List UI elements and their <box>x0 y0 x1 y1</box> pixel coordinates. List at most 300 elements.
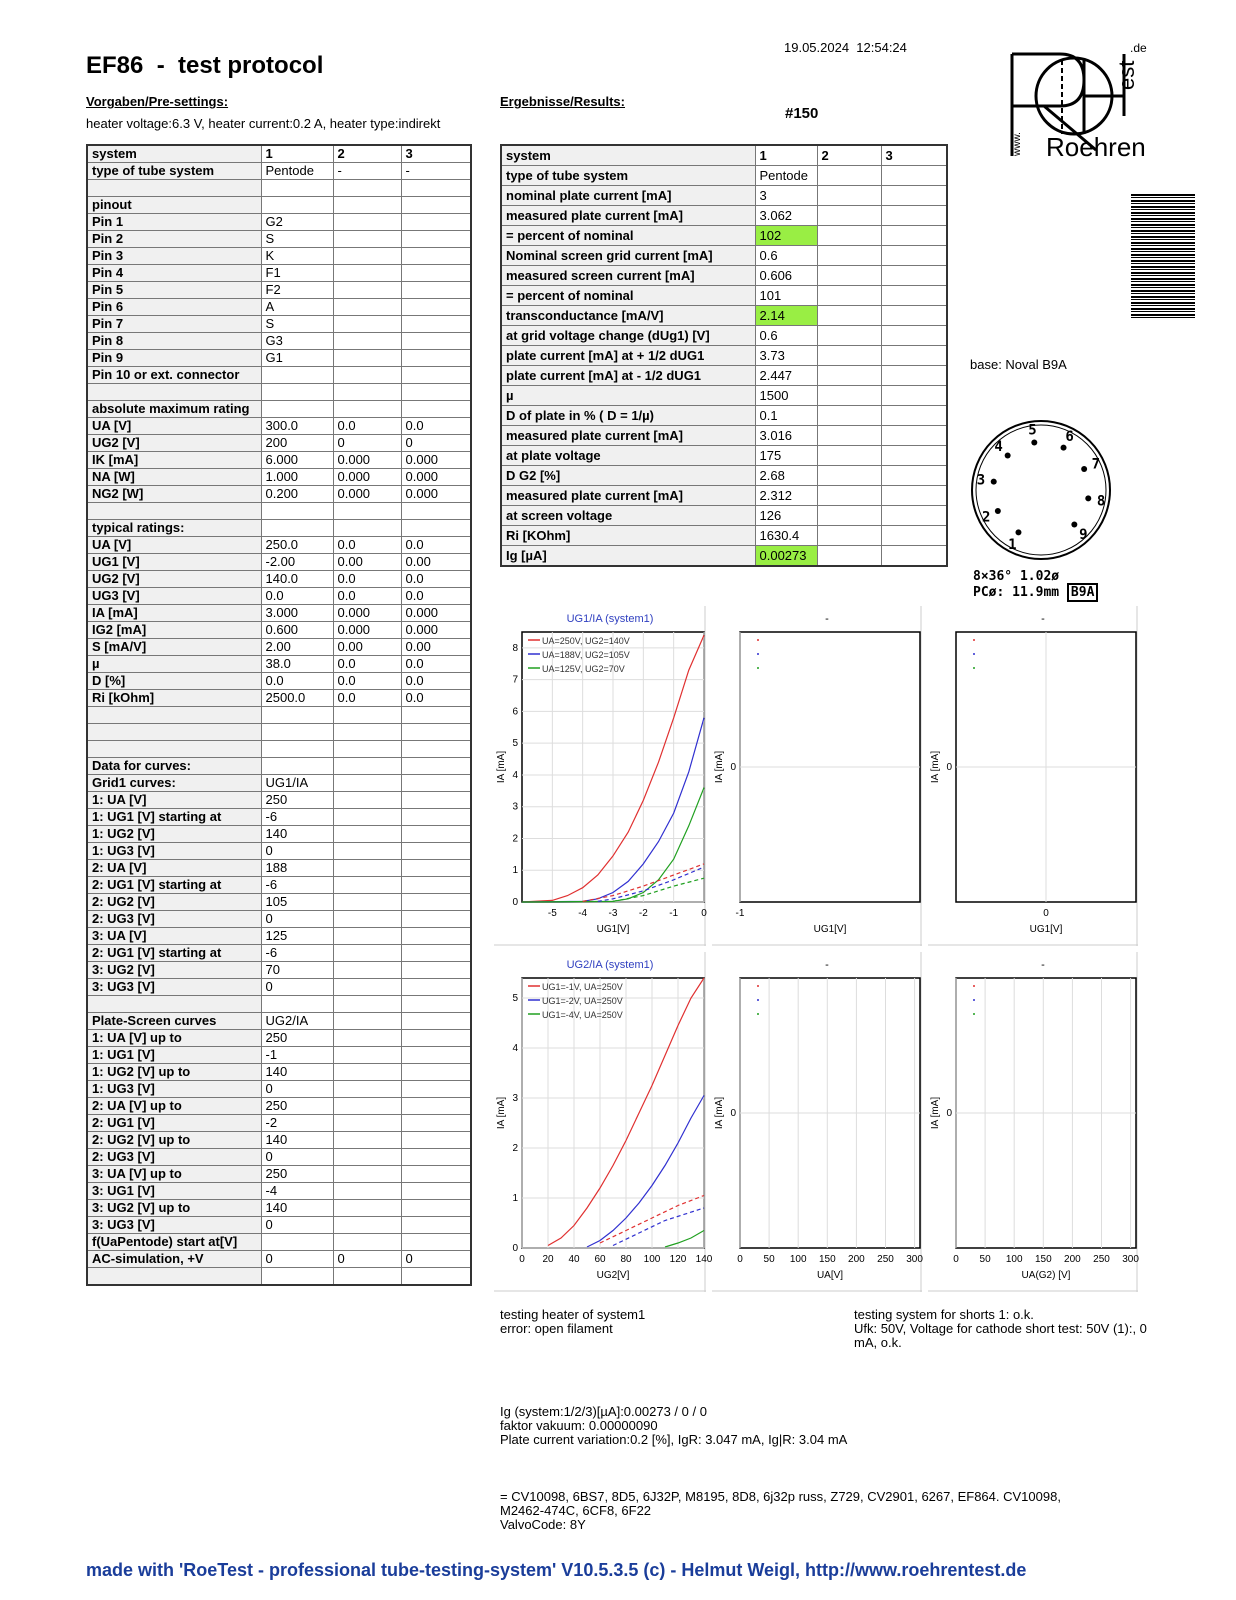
socket-badge: B9A <box>1067 583 1098 602</box>
cell-value <box>817 366 881 386</box>
cell-value: 0.0 <box>333 588 401 605</box>
cell-value <box>881 206 947 226</box>
cell-value: 0.0 <box>333 656 401 673</box>
cell-value <box>817 526 881 546</box>
cell-value: 0.0 <box>333 418 401 435</box>
table-row <box>87 1132 471 1149</box>
y-tick-label: 4 <box>512 1043 518 1054</box>
cell-value <box>401 1081 471 1098</box>
table-row <box>87 384 471 401</box>
socket-spec <box>973 569 1098 601</box>
cell-value: 2 <box>333 145 401 163</box>
row-label: 1: UG1 [V] <box>87 1047 261 1064</box>
x-tick-label: 20 <box>542 1254 554 1265</box>
x-tick-label: 60 <box>594 1254 606 1265</box>
socket-pin-label: 8 <box>1096 493 1106 510</box>
row-label: 2: UG1 [V] <box>87 1115 261 1132</box>
cell-value <box>261 996 333 1013</box>
table-row <box>87 1098 471 1115</box>
x-tick-label: 0 <box>1043 908 1049 919</box>
x-tick-label: 0 <box>953 1254 959 1265</box>
cell-value: 140 <box>261 1064 333 1081</box>
x-axis-label: UA(G2) [V] <box>1021 1270 1071 1281</box>
row-label: Ri [kOhm] <box>87 690 261 707</box>
cell-value <box>401 1217 471 1234</box>
barcode <box>1131 194 1195 318</box>
row-label: 1: UG1 [V] starting at <box>87 809 261 826</box>
logo-de: .de <box>1130 41 1147 55</box>
x-tick-label: 250 <box>1093 1254 1110 1265</box>
cell-value: 2 <box>817 145 881 166</box>
cell-value <box>401 809 471 826</box>
cell-value <box>817 226 881 246</box>
y-axis-label: IA [mA] <box>930 1096 941 1130</box>
row-label <box>87 741 261 758</box>
x-tick-label: 300 <box>1122 1254 1139 1265</box>
cell-value <box>261 1268 333 1286</box>
cell-value <box>817 486 881 506</box>
table-row <box>87 350 471 367</box>
table-row <box>87 809 471 826</box>
cell-value: 0.0 <box>333 571 401 588</box>
table-row <box>87 367 471 384</box>
row-label: 2: UA [V] up to <box>87 1098 261 1115</box>
cell-value <box>401 214 471 231</box>
logo-roehren: Roehren <box>1046 132 1146 162</box>
cell-value: - <box>333 163 401 180</box>
chart-title: - <box>825 613 829 625</box>
cell-value <box>881 446 947 466</box>
row-label: typical ratings: <box>87 520 261 537</box>
y-tick-label: 0 <box>730 762 736 773</box>
row-label: Pin 4 <box>87 265 261 282</box>
cell-value <box>881 426 947 446</box>
cell-value: 125 <box>261 928 333 945</box>
cell-value: 0.606 <box>755 266 817 286</box>
cell-value: 70 <box>261 962 333 979</box>
x-axis-label: UG1[V] <box>596 924 630 935</box>
cell-value <box>333 911 401 928</box>
y-tick-label: 5 <box>512 993 518 1004</box>
cell-value <box>401 775 471 792</box>
cell-value: - <box>401 163 471 180</box>
chart-ug1-ia-system3 <box>928 606 1138 946</box>
y-axis-label: IA [mA] <box>930 750 941 784</box>
row-label <box>87 707 261 724</box>
cell-value: 105 <box>261 894 333 911</box>
row-label: = percent of nominal <box>501 286 755 306</box>
table-row <box>501 346 947 366</box>
y-axis-label: IA [mA] <box>496 1096 507 1130</box>
table-row <box>501 446 947 466</box>
cell-value <box>333 1217 401 1234</box>
table-row <box>501 266 947 286</box>
row-label: = percent of nominal <box>501 226 755 246</box>
cell-value <box>333 877 401 894</box>
cell-value <box>401 911 471 928</box>
row-label: 3: UA [V] <box>87 928 261 945</box>
table-row <box>501 186 947 206</box>
cell-value <box>333 1183 401 1200</box>
x-tick-label: 50 <box>979 1254 991 1265</box>
cell-value: 0.000 <box>401 452 471 469</box>
cell-value: S <box>261 316 333 333</box>
cell-value <box>401 299 471 316</box>
x-tick-label: 50 <box>763 1254 775 1265</box>
socket-pin <box>1085 495 1091 501</box>
chart-ug1-ia-system2 <box>712 606 922 946</box>
y-tick-label: 3 <box>512 1093 518 1104</box>
table-row <box>501 486 947 506</box>
legend-dot <box>973 1013 975 1015</box>
table-row <box>87 1200 471 1217</box>
table-row <box>501 546 947 567</box>
row-label: pinout <box>87 197 261 214</box>
cell-value: 0 <box>401 435 471 452</box>
row-label: at screen voltage <box>501 506 755 526</box>
cell-value: 3 <box>401 145 471 163</box>
row-label: Pin 2 <box>87 231 261 248</box>
cell-value <box>261 1234 333 1251</box>
cell-value: 2.447 <box>755 366 817 386</box>
cell-value: 0.0 <box>401 588 471 605</box>
cell-value <box>401 1132 471 1149</box>
cell-value <box>333 1064 401 1081</box>
row-label: UA [V] <box>87 537 261 554</box>
cell-value <box>881 226 947 246</box>
series-line <box>598 867 704 901</box>
y-axis-label: IA [mA] <box>496 750 507 784</box>
cell-value <box>333 1013 401 1030</box>
cell-value <box>881 326 947 346</box>
cell-value <box>261 180 333 197</box>
table-row <box>87 554 471 571</box>
socket-pin-label: 3 <box>976 472 986 489</box>
cell-value <box>401 741 471 758</box>
row-label: at plate voltage <box>501 446 755 466</box>
socket-pin <box>1005 452 1011 458</box>
row-label: plate current [mA] at + 1/2 dUG1 <box>501 346 755 366</box>
cell-value <box>881 506 947 526</box>
cell-value <box>881 286 947 306</box>
row-label: transconductance [mA/V] <box>501 306 755 326</box>
y-tick-label: 0 <box>946 1108 952 1119</box>
cell-value <box>817 426 881 446</box>
series-line <box>613 1208 704 1246</box>
table-row <box>501 386 947 406</box>
y-tick-label: 0 <box>730 1108 736 1119</box>
cell-value: 0.0 <box>333 690 401 707</box>
socket-pin-label: 5 <box>1028 422 1037 439</box>
y-tick-label: 2 <box>512 1143 518 1154</box>
cell-value: 0 <box>261 1217 333 1234</box>
cell-value <box>817 506 881 526</box>
x-tick-label: 0 <box>519 1254 525 1265</box>
row-label: D of plate in % ( D = 1/µ) <box>501 406 755 426</box>
cell-value: G2 <box>261 214 333 231</box>
row-label <box>87 724 261 741</box>
table-row <box>501 166 947 186</box>
cell-value <box>881 486 947 506</box>
socket-pin-label: 1 <box>1008 536 1017 553</box>
row-label: IG2 [mA] <box>87 622 261 639</box>
cell-value <box>333 316 401 333</box>
cell-value: UG2/IA <box>261 1013 333 1030</box>
table-row <box>87 282 471 299</box>
table-row <box>87 758 471 775</box>
table-row <box>87 639 471 656</box>
row-label: Ig [µA] <box>501 546 755 567</box>
cell-value <box>333 1115 401 1132</box>
x-tick-label: 250 <box>877 1254 894 1265</box>
row-label: plate current [mA] at - 1/2 dUG1 <box>501 366 755 386</box>
cell-value <box>817 246 881 266</box>
table-row <box>501 466 947 486</box>
cell-value: 0 <box>261 1081 333 1098</box>
cell-value <box>333 1030 401 1047</box>
row-label: AC-simulation, +V <box>87 1251 261 1268</box>
cell-value: -1 <box>261 1047 333 1064</box>
table-row <box>87 945 471 962</box>
y-tick-label: 3 <box>512 801 518 813</box>
legend-entry: UA=125V, UG2=70V <box>542 664 625 674</box>
cell-value: 188 <box>261 860 333 877</box>
cell-value <box>401 197 471 214</box>
socket-pin-label: 6 <box>1065 429 1074 446</box>
x-tick-label: 150 <box>1034 1254 1052 1265</box>
cell-value: 0 <box>261 979 333 996</box>
row-label: measured plate current [mA] <box>501 426 755 446</box>
cell-value <box>817 206 881 226</box>
row-label: S [mA/V] <box>87 639 261 656</box>
cell-value: A <box>261 299 333 316</box>
socket-pin-label: 4 <box>994 439 1003 456</box>
cell-value: 0 <box>333 435 401 452</box>
cell-value: 0.000 <box>401 622 471 639</box>
table-row <box>87 1166 471 1183</box>
series-line <box>613 878 704 901</box>
row-label: Pin 3 <box>87 248 261 265</box>
legend-entry: UA=188V, UG2=105V <box>542 650 630 660</box>
cell-value <box>881 346 947 366</box>
x-tick-label: 100 <box>643 1254 661 1265</box>
cell-value <box>401 843 471 860</box>
cell-value <box>333 809 401 826</box>
row-label: f(UaPentode) start at[V] <box>87 1234 261 1251</box>
cell-value <box>817 386 881 406</box>
row-label: absolute maximum rating <box>87 401 261 418</box>
table-row <box>87 1234 471 1251</box>
table-row <box>87 333 471 350</box>
x-tick-label: -2 <box>638 908 648 919</box>
cell-value: F1 <box>261 265 333 282</box>
table-row <box>87 1030 471 1047</box>
x-axis-label: UA[V] <box>816 1270 844 1281</box>
x-axis-label: UG2[V] <box>596 1270 630 1281</box>
cell-value <box>817 186 881 206</box>
row-label: Pin 6 <box>87 299 261 316</box>
table-row <box>87 1064 471 1081</box>
row-label: 3: UG2 [V] up to <box>87 1200 261 1217</box>
series-line <box>665 1231 704 1248</box>
cell-value: -6 <box>261 945 333 962</box>
table-row <box>87 214 471 231</box>
table-row <box>87 180 471 197</box>
cell-value: -4 <box>261 1183 333 1200</box>
cell-value <box>333 197 401 214</box>
row-label: UG2 [V] <box>87 435 261 452</box>
row-label: 2: UG2 [V] up to <box>87 1132 261 1149</box>
cell-value: 2.14 <box>755 306 817 326</box>
cell-value <box>401 1234 471 1251</box>
row-label <box>87 384 261 401</box>
legend-dot <box>757 1013 759 1015</box>
row-label: 1: UG2 [V] up to <box>87 1064 261 1081</box>
cell-value <box>401 401 471 418</box>
row-label: at grid voltage change (dUg1) [V] <box>501 326 755 346</box>
row-label: Data for curves: <box>87 758 261 775</box>
chart-title: - <box>1041 959 1045 971</box>
cell-value: 3.000 <box>261 605 333 622</box>
table-row <box>87 145 471 163</box>
legend-dot <box>973 985 975 987</box>
cell-value <box>261 741 333 758</box>
table-row <box>87 673 471 690</box>
cell-value: 0 <box>401 1251 471 1268</box>
cell-value <box>333 945 401 962</box>
table-row <box>87 1217 471 1234</box>
cell-value: 300.0 <box>261 418 333 435</box>
cell-value <box>881 386 947 406</box>
cell-value <box>333 401 401 418</box>
cell-value <box>261 367 333 384</box>
x-tick-label: -1 <box>669 908 679 919</box>
x-tick-label: 120 <box>669 1254 687 1265</box>
x-tick-label: 100 <box>789 1254 807 1265</box>
chart-title: - <box>825 959 829 971</box>
y-tick-label: 5 <box>512 738 518 750</box>
cell-value <box>881 266 947 286</box>
results-table <box>500 144 948 567</box>
row-label: 2: UG3 [V] <box>87 1149 261 1166</box>
legend-dot <box>757 639 759 641</box>
cell-value: 0.000 <box>401 469 471 486</box>
x-tick-label: 140 <box>695 1254 713 1265</box>
row-label: 1: UG3 [V] <box>87 1081 261 1098</box>
cell-value: 0.0 <box>261 673 333 690</box>
cell-value <box>401 231 471 248</box>
cell-value: -2 <box>261 1115 333 1132</box>
row-label: NA [W] <box>87 469 261 486</box>
row-label: nominal plate current [mA] <box>501 186 755 206</box>
socket-pin-label: 2 <box>981 509 991 526</box>
row-label: 2: UG1 [V] starting at <box>87 945 261 962</box>
table-row <box>87 401 471 418</box>
cell-value <box>401 265 471 282</box>
legend-dot <box>973 639 975 641</box>
table-row <box>87 469 471 486</box>
table-row <box>87 792 471 809</box>
x-tick-label: 200 <box>848 1254 865 1265</box>
cell-value <box>333 707 401 724</box>
x-tick-label: -1 <box>735 908 745 919</box>
row-label: Nominal screen grid current [mA] <box>501 246 755 266</box>
cell-value: 200 <box>261 435 333 452</box>
socket-pin-label: 9 <box>1079 526 1088 543</box>
table-row <box>87 911 471 928</box>
chart-uag2-ia <box>928 952 1138 1292</box>
cell-value <box>333 1234 401 1251</box>
table-row <box>87 418 471 435</box>
socket-spec-line1: 8×36° 1.02ø <box>973 569 1060 584</box>
cell-value <box>401 1013 471 1030</box>
table-row <box>87 163 471 180</box>
row-label: Pin 5 <box>87 282 261 299</box>
legend-dot <box>757 667 759 669</box>
table-row <box>87 299 471 316</box>
cell-value: 0.00 <box>333 554 401 571</box>
row-label: 1: UA [V] up to <box>87 1030 261 1047</box>
socket-pin <box>1031 439 1037 445</box>
table-row <box>87 860 471 877</box>
y-tick-label: 0 <box>512 1243 518 1254</box>
table-row <box>87 248 471 265</box>
y-tick-label: 8 <box>512 642 518 654</box>
table-row <box>87 996 471 1013</box>
legend-dot <box>973 653 975 655</box>
cell-value <box>401 248 471 265</box>
table-row <box>87 452 471 469</box>
row-label: D G2 [%] <box>501 466 755 486</box>
cell-value <box>817 306 881 326</box>
cell-value: 6.000 <box>261 452 333 469</box>
cell-value: 1500 <box>755 386 817 406</box>
cell-value: -2.00 <box>261 554 333 571</box>
table-row <box>501 306 947 326</box>
cell-value: 0.000 <box>333 486 401 503</box>
cell-value: 102 <box>755 226 817 246</box>
row-label: Pin 10 or ext. connector <box>87 367 261 384</box>
cell-value <box>333 860 401 877</box>
cell-value <box>333 214 401 231</box>
x-tick-label: 40 <box>568 1254 580 1265</box>
roehrentest-logo <box>1000 30 1160 165</box>
x-axis-label: UG1[V] <box>1029 924 1063 935</box>
short-test-note: testing system for shorts 1: o.k. Ufk: 50V, Voltage for cathode short test: 50V (1):, 0 mA, o.k. <box>854 1307 1147 1350</box>
cell-value <box>261 707 333 724</box>
table-row <box>87 537 471 554</box>
cell-value <box>333 1149 401 1166</box>
cell-value <box>401 1030 471 1047</box>
socket-pin-label: 7 <box>1091 456 1101 473</box>
cell-value <box>333 1166 401 1183</box>
cell-value <box>333 979 401 996</box>
cell-value: 0.00 <box>401 639 471 656</box>
cell-value: 0.000 <box>401 605 471 622</box>
cell-value: 0.00273 <box>755 546 817 567</box>
cell-value: 3 <box>755 186 817 206</box>
cell-value <box>401 503 471 520</box>
cell-value <box>333 792 401 809</box>
cell-value <box>401 367 471 384</box>
table-row <box>87 775 471 792</box>
cell-value: 0 <box>261 843 333 860</box>
cell-value <box>401 282 471 299</box>
y-tick-label: 1 <box>512 865 518 877</box>
y-axis-label: IA [mA] <box>714 1096 725 1130</box>
table-row <box>501 206 947 226</box>
row-label: 3: UG3 [V] <box>87 979 261 996</box>
